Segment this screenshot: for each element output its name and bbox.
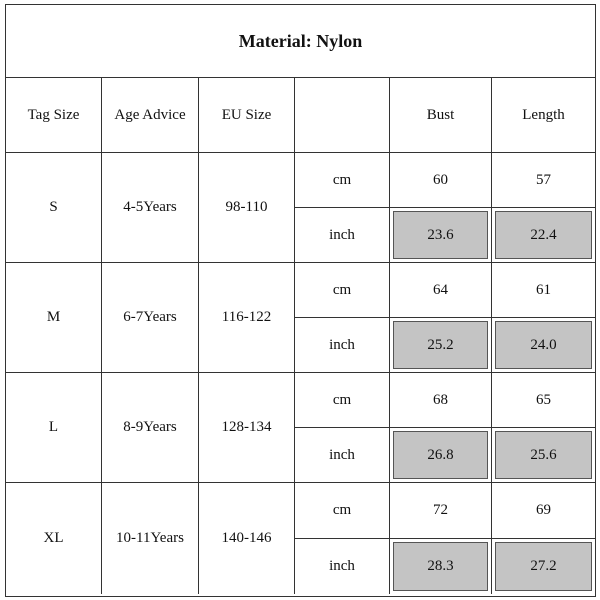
length-inch-cell	[492, 208, 595, 263]
bust-inch-value: 28.3	[427, 558, 454, 574]
unit-label-inch: inch	[295, 539, 390, 594]
bust-cm-cell: 64	[390, 263, 492, 318]
age-advice-cell: 10-11Years	[102, 483, 199, 594]
bust-inch-value: 26.8	[427, 446, 454, 463]
bust-cm-cell: 68	[390, 373, 492, 428]
unit-label-cm: cm	[295, 373, 390, 428]
tag-size-cell: L	[6, 373, 102, 483]
eu-size-cell: 140-146	[199, 483, 295, 594]
eu-size-cell: 128-134	[199, 373, 295, 483]
bust-cm-cell: 60	[390, 153, 492, 208]
unit-label-inch: inch	[295, 208, 390, 263]
length-inch-value: 22.4	[530, 226, 557, 243]
length-cm-cell: 61	[492, 263, 595, 318]
length-inch-value: 24.0	[530, 336, 557, 353]
bust-cm-cell: 72	[390, 483, 492, 539]
tag-size-cell: S	[6, 153, 102, 263]
age-advice-cell: 6-7Years	[102, 263, 199, 373]
length-inch-value: 25.6	[530, 446, 557, 463]
bust-inch-cell	[390, 428, 492, 483]
unit-label-inch: inch	[295, 318, 390, 373]
header-bust: Bust	[390, 78, 492, 153]
age-advice-cell: 4-5Years	[102, 153, 199, 263]
unit-label-cm: cm	[295, 263, 390, 318]
header-eu-size: EU Size	[199, 78, 295, 153]
age-advice-cell: 8-9Years	[102, 373, 199, 483]
header-age-advice: Age Advice	[102, 78, 199, 153]
header-tag-size: Tag Size	[6, 78, 102, 153]
unit-label-inch: inch	[295, 428, 390, 483]
bust-inch-cell	[390, 539, 492, 594]
unit-label-cm: cm	[295, 153, 390, 208]
bust-inch-value: 25.2	[427, 336, 454, 353]
tag-size-cell: XL	[6, 483, 102, 594]
header-unit	[295, 78, 390, 153]
size-chart-table	[5, 4, 596, 597]
length-inch-cell	[492, 539, 595, 594]
length-inch-cell	[492, 318, 595, 373]
bust-inch-value: 23.6	[427, 226, 454, 243]
length-inch-value: 27.2	[530, 558, 557, 574]
eu-size-cell: 98-110	[199, 153, 295, 263]
tag-size-cell: M	[6, 263, 102, 373]
bust-inch-cell	[390, 318, 492, 373]
unit-label-cm: cm	[295, 483, 390, 539]
length-cm-cell: 69	[492, 483, 595, 539]
length-inch-cell	[492, 428, 595, 483]
length-cm-cell: 57	[492, 153, 595, 208]
table-title: Material: Nylon	[6, 5, 595, 78]
bust-inch-cell	[390, 208, 492, 263]
header-length: Length	[492, 78, 595, 153]
length-cm-cell: 65	[492, 373, 595, 428]
eu-size-cell: 116-122	[199, 263, 295, 373]
